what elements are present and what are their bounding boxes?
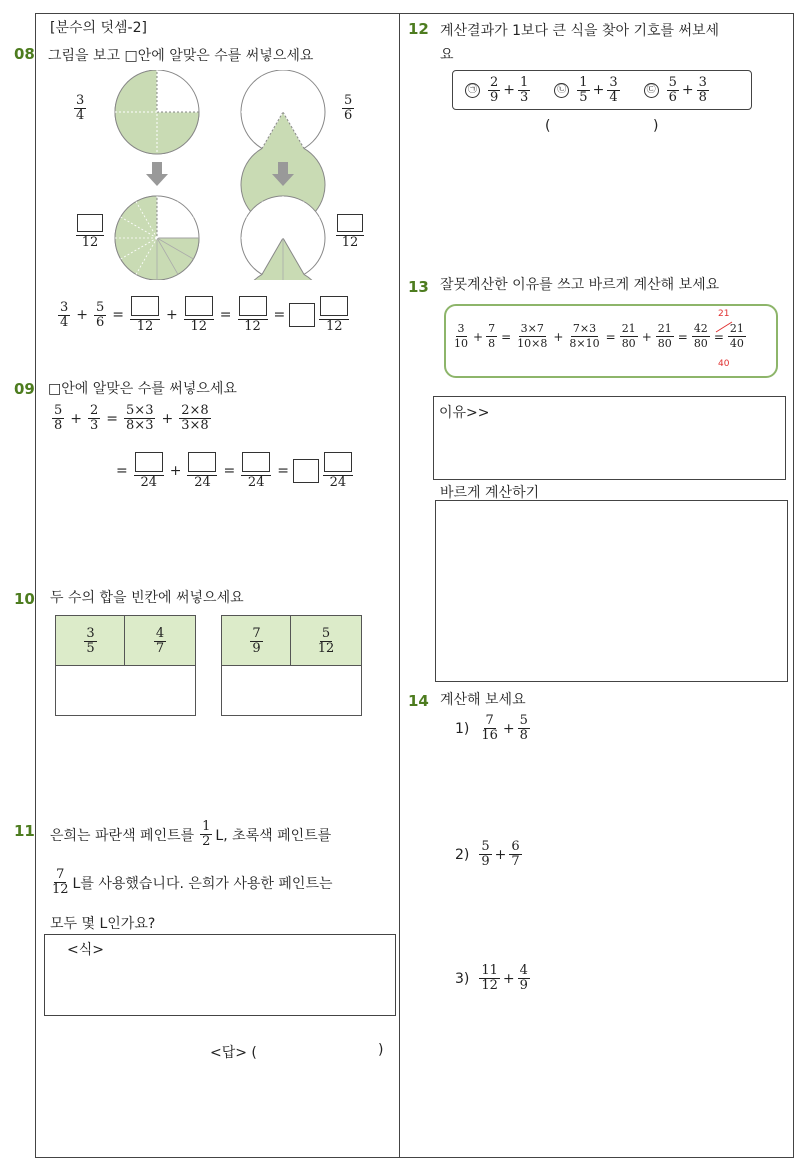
answer-cell[interactable] bbox=[221, 665, 362, 716]
q14-item-3: 3) $\frac{11}{12}$ + $\frac{4}{9}$ bbox=[455, 963, 528, 993]
q10-number: 10 bbox=[14, 590, 35, 608]
q10-text: 두 수의 합을 빈칸에 써넣으세요 bbox=[50, 590, 244, 606]
pie-top-left bbox=[115, 70, 199, 154]
q11-number: 11 bbox=[14, 822, 35, 840]
q13-equation: $\frac{3}{10}$ + $\frac{7}{8}$ = $\frac{3\times 7}{10\times 8}$ + $\frac{7\times 3}{8\times 10}$ = $\frac{21}{80}$ + $\frac{21}{80}$ = $\frac{42}{80}$ = $\frac{21}{40}$ bbox=[454, 322, 744, 350]
q10-table2 bbox=[221, 615, 361, 715]
q08-right-frac: $\frac{5}{6}$ bbox=[344, 93, 353, 123]
column-divider bbox=[399, 13, 400, 1157]
correct-calc-label: 바르게 계산하기 bbox=[440, 485, 540, 501]
q12-paren-open: ( bbox=[545, 118, 551, 134]
q13-wrong-calc-box bbox=[444, 304, 778, 378]
correction-bottom: 40 bbox=[718, 359, 730, 369]
q11-line3: 모두 몇 L인가요? bbox=[50, 916, 156, 932]
q12-text-line2: 요 bbox=[440, 47, 454, 63]
q14-text: 계산해 보세요 bbox=[440, 692, 526, 708]
table-cell: $\frac{5}{12}$ bbox=[290, 615, 362, 667]
whole-number-box[interactable] bbox=[289, 303, 315, 327]
q12-options-box bbox=[452, 70, 752, 110]
table-cell: $\frac{3}{5}$ bbox=[55, 615, 126, 667]
option-c[interactable]: ㉢ $\frac{5}{6}$ + $\frac{3}{8}$ bbox=[644, 76, 711, 105]
q09-number: 09 bbox=[14, 380, 35, 398]
pie-bottom-left bbox=[115, 196, 199, 280]
q11-formula-box[interactable] bbox=[44, 934, 396, 1016]
formula-label: <식> bbox=[67, 942, 104, 958]
q14-item-1: 1) $\frac{7}{16}$ + $\frac{5}{8}$ bbox=[455, 713, 528, 743]
q13-number: 13 bbox=[408, 278, 429, 296]
q08-equation: $\frac{3}{4}$ + $\frac{5}{6}$ = 12 + 12 = 12 = 12 bbox=[56, 296, 351, 334]
q13-text: 잘못계산한 이유를 쓰고 바르게 계산해 보세요 bbox=[440, 277, 720, 293]
q08-text: 그림을 보고 □안에 알맞은 수를 써넣으세요 bbox=[48, 48, 314, 64]
table-cell: $\frac{7}{9}$ bbox=[221, 615, 292, 667]
q08-left-frac: $\frac{3}{4}$ bbox=[76, 93, 85, 123]
q09-text: □안에 알맞은 수를 써넣으세요 bbox=[48, 381, 237, 397]
q08-box-frac-right: 12 bbox=[334, 214, 366, 250]
q08-number: 08 bbox=[14, 45, 35, 63]
q11-answer-label: <답> ( bbox=[210, 1045, 257, 1061]
q14-number: 14 bbox=[408, 692, 429, 710]
q12-text-line1: 계산결과가 1보다 큰 식을 찾아 기호를 써보세 bbox=[440, 23, 720, 39]
q11-line1: 은희는 파란색 페인트를 $\frac{1}{2}$ L, 초록색 페인트를 bbox=[50, 819, 332, 849]
whole-number-box[interactable] bbox=[293, 459, 319, 483]
option-b[interactable]: ㉡ $\frac{1}{5}$ + $\frac{3}{4}$ bbox=[554, 76, 621, 105]
q14-item-2: 2) $\frac{5}{9}$ + $\frac{6}{7}$ bbox=[455, 839, 520, 869]
q08-box-frac-left: 12 bbox=[74, 214, 106, 250]
correct-calc-box[interactable] bbox=[435, 500, 788, 682]
table-cell: $\frac{4}{7}$ bbox=[124, 615, 196, 667]
reason-label: 이유>> bbox=[439, 405, 490, 421]
correction-top: 21 bbox=[718, 309, 730, 319]
option-a[interactable]: ㉠ $\frac{2}{9}$ + $\frac{1}{3}$ bbox=[465, 76, 532, 105]
q11-line2: $\frac{7}{12}$ L를 사용했습니다. 은희가 사용한 페인트는 bbox=[52, 867, 333, 897]
q09-line1: $\frac{5}{8}$ + $\frac{2}{3}$ = $\frac{5\times 3}{8\times 3}$ + $\frac{2\times 8}{3\times 8}$ bbox=[54, 403, 209, 433]
q12-paren-close: ) bbox=[653, 118, 659, 134]
section-title: [분수의 덧셈-2] bbox=[50, 20, 147, 36]
strike-mark-icon bbox=[714, 320, 734, 334]
q09-line2: = 24 + 24 = 24 = 24 bbox=[112, 452, 355, 490]
q08-pie-figures bbox=[100, 70, 340, 280]
arrow-down-icon bbox=[146, 162, 168, 186]
answer-cell[interactable] bbox=[55, 665, 196, 716]
q12-number: 12 bbox=[408, 20, 429, 38]
reason-box[interactable] bbox=[433, 396, 786, 480]
q10-table1 bbox=[55, 615, 195, 715]
q11-answer-close: ) bbox=[378, 1042, 384, 1058]
pie-bottom-right bbox=[241, 196, 325, 280]
